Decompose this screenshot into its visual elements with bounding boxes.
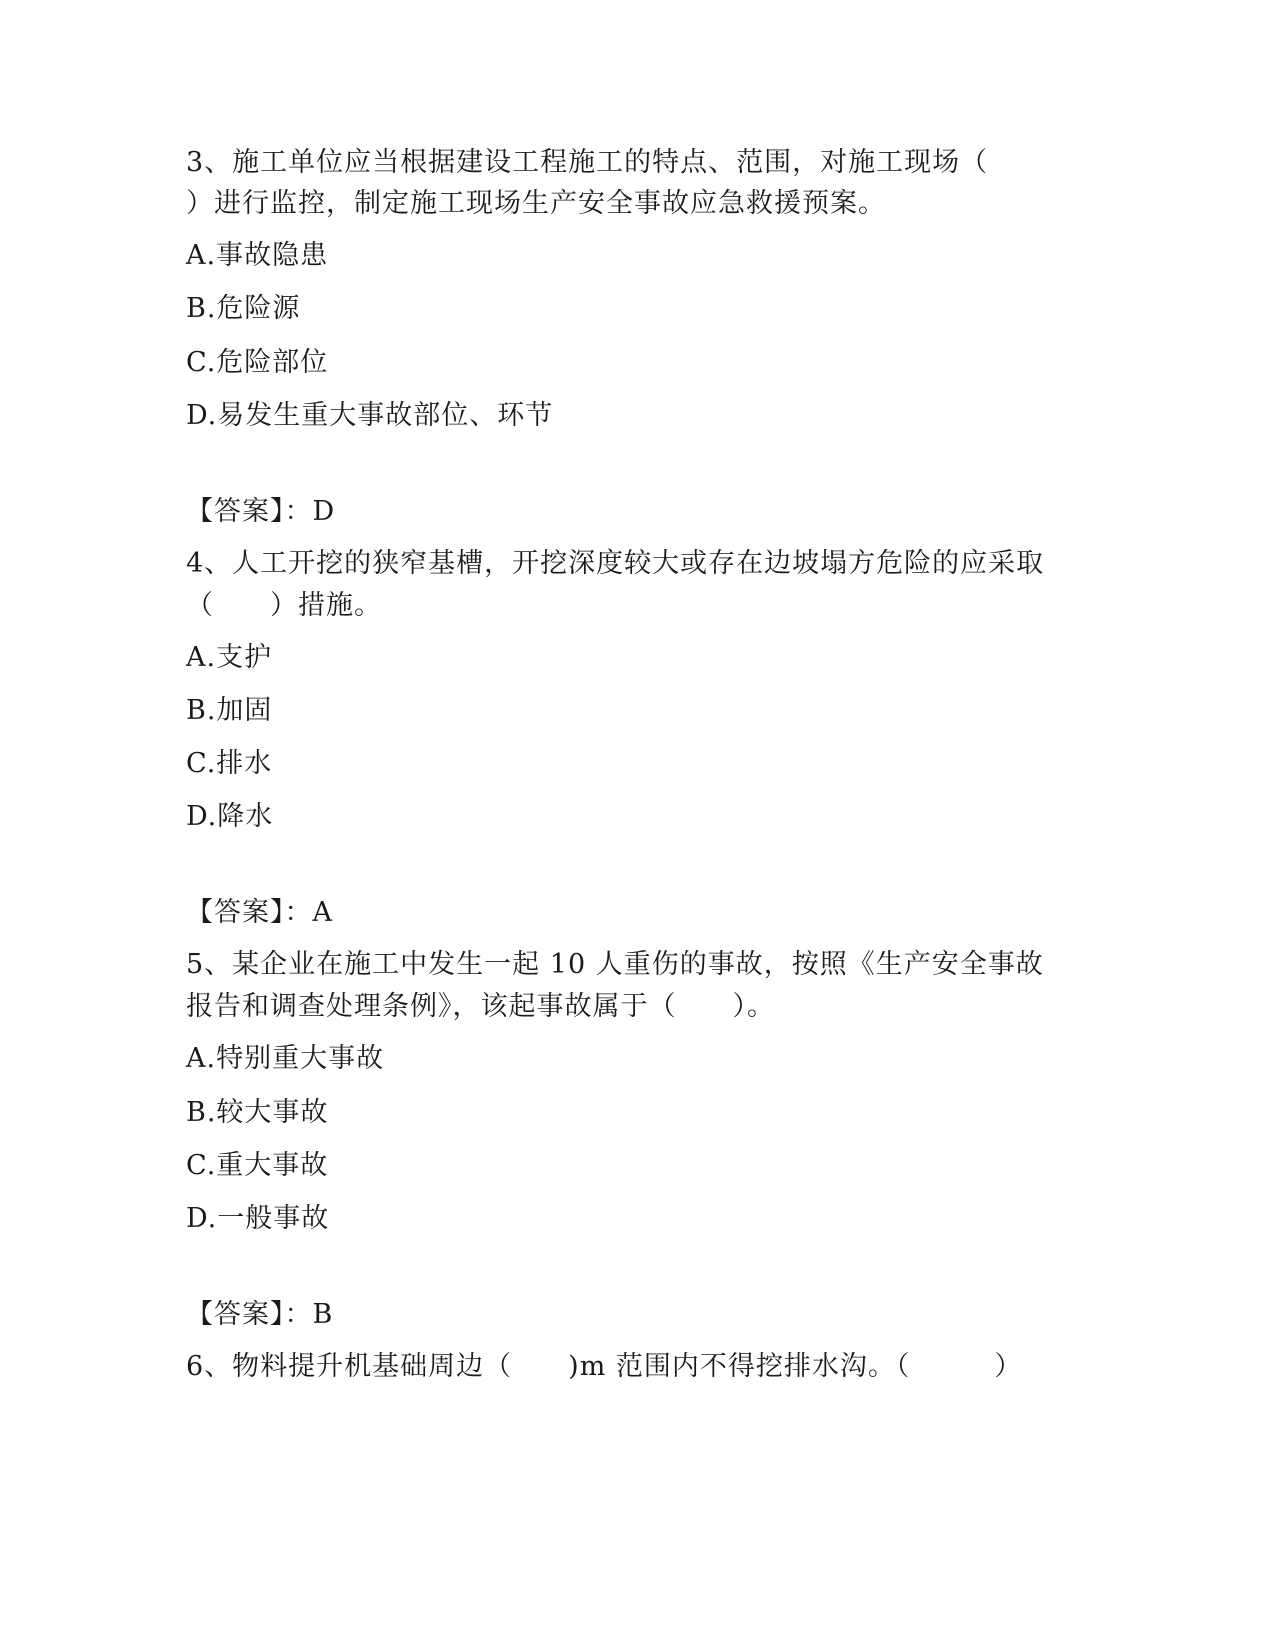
question-5-option-a: A.特别重大事故	[186, 1043, 385, 1074]
question-4-stem-line-2: （ ）措施。	[186, 590, 382, 621]
question-5-stem-line-1: 5、某企业在施工中发生一起 10 人重伤的事故，按照《生产安全事故	[186, 949, 1044, 980]
question-5-option-c: C.重大事故	[186, 1150, 329, 1181]
question-5-option-b: B.较大事故	[186, 1097, 329, 1128]
question-3-stem-line-1: 3、施工单位应当根据建设工程施工的特点、范围，对施工现场（	[186, 147, 989, 178]
question-4-option-d: D.降水	[186, 801, 274, 832]
question-4-stem-line-1: 4、人工开挖的狭窄基槽，开挖深度较大或存在边坡塌方危险的应采取	[186, 548, 1045, 579]
question-3-option-d: D.易发生重大事故部位、环节	[186, 400, 554, 431]
question-3-option-a: A.事故隐患	[186, 240, 329, 271]
question-3-option-c: C.危险部位	[186, 347, 329, 378]
question-4-answer: 【答案】：A	[186, 897, 333, 928]
question-5-answer: 【答案】：B	[186, 1299, 334, 1330]
question-4-option-c: C.排水	[186, 748, 273, 779]
question-5-stem-line-2: 报告和调查处理条例》，该起事故属于（ ）。	[186, 991, 775, 1022]
question-5-option-d: D.一般事故	[186, 1203, 330, 1234]
question-4-option-b: B.加固	[186, 695, 273, 726]
question-6-stem-line-1: 6、物料提升机基础周边（ )m 范围内不得挖排水沟。（ ）	[186, 1351, 1023, 1382]
question-3-option-b: B.危险源	[186, 293, 301, 324]
question-4-option-a: A.支护	[186, 642, 273, 673]
question-3-stem-line-2: ）进行监控，制定施工现场生产安全事故应急救援预案。	[186, 188, 886, 219]
question-3-answer: 【答案】：D	[186, 496, 336, 527]
